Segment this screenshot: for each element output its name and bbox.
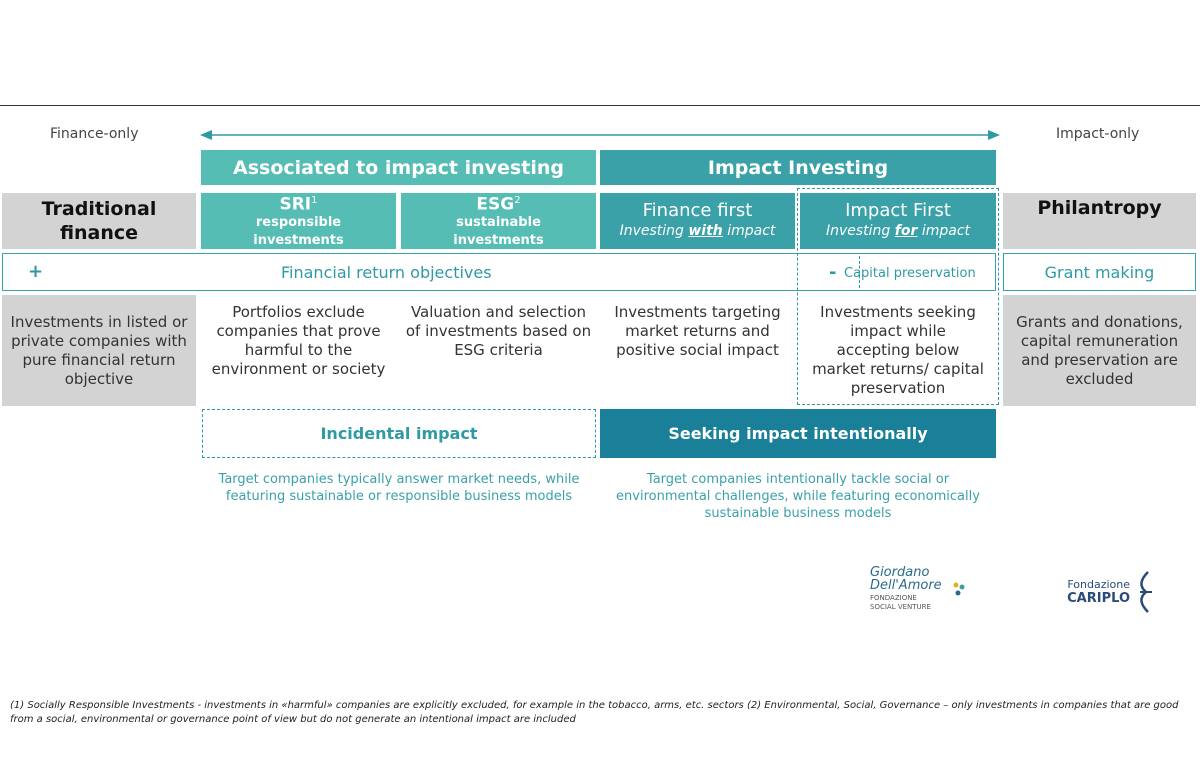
seeking-note: Target companies intentionally tackle social or environmental challenges, while featuring economically sustainable business models [616, 472, 980, 521]
traditional-description-cell [2, 295, 196, 406]
philanthropy-description-cell [1003, 295, 1196, 406]
spectrum-arrow [200, 126, 1000, 144]
plus-icon: + [28, 261, 44, 282]
grant-making-cell [1003, 253, 1196, 291]
capital-preservation-label: Capital preservation [844, 266, 976, 281]
giordano-dots-icon [952, 581, 966, 597]
finance-first-description: Investments targeting market returns and positive social impact [614, 303, 781, 359]
incidental-note: Target companies typically answer market needs, while featuring sustainable or responsible business models [218, 472, 580, 504]
sri-abbr: SRI [279, 194, 312, 215]
philanthropy-title: Philantropy [1037, 197, 1162, 219]
seeking-impact-label: Seeking impact intentionally [668, 424, 928, 443]
incidental-impact-box [202, 409, 596, 458]
esg-abbr: ESG [476, 194, 515, 215]
associated-header: Associated to impact investing [201, 150, 596, 185]
fondazione-cariplo-logo: Fondazione CARIPLO [1067, 578, 1130, 606]
esg-description: Valuation and selection of investments based on ESG criteria [405, 303, 592, 359]
giordano-dellamore-logo: Giordano Dell'Amore FONDAZIONE SOCIAL VENTURE [870, 567, 980, 612]
sri-label: responsible investments [253, 214, 344, 248]
sri-cell [201, 193, 396, 249]
traditional-description: Investments in listed or private companies with pure financial return objective [10, 312, 188, 388]
impact-only-label: Impact-only [1056, 126, 1140, 142]
traditional-finance-cell [2, 193, 196, 249]
philanthropy-description: Grants and donations, capital remuneration and preservation are excluded [1016, 312, 1183, 388]
esg-label: sustainable investments [453, 214, 544, 248]
impact-investing-header: Impact Investing [600, 150, 996, 185]
impact-first-subtitle: Investing for impact [825, 223, 971, 239]
impact-first-highlight [797, 188, 999, 405]
capital-preservation-divider [859, 256, 860, 288]
incidental-impact-label: Incidental impact [320, 424, 478, 443]
esg-cell [401, 193, 596, 249]
finance-first-cell [600, 193, 795, 249]
cariplo-emblem-icon [1132, 570, 1154, 614]
impact-first-title: Impact First [845, 200, 951, 221]
philanthropy-cell [1003, 193, 1196, 249]
minus-icon: - [829, 262, 837, 283]
sri-description: Portfolios exclude companies that prove harmful to the environment or society [211, 303, 386, 378]
esg-footnote-ref: 2 [514, 195, 521, 207]
sri-footnote-ref: 1 [311, 195, 318, 207]
seeking-impact-box [600, 409, 996, 458]
footnote: (1) Socially Responsible Investments - investments in «harmful» companies are explicitly excluded, for example in the tobacco, arms, etc. sectors (2) Environmental, Social, Governance – only investments in companies that are good from a social, environmental or governance point of view but do not generate an intentional impact are included [10, 700, 1179, 725]
finance-only-label: Finance-only [50, 126, 139, 142]
finance-first-title: Finance first [642, 200, 753, 221]
finance-first-subtitle: Investing with impact [619, 223, 776, 239]
financial-return-label: Financial return objectives [281, 263, 492, 282]
top-divider [0, 105, 1200, 106]
impact-first-description: Investments seeking impact while accepting below market returns/ capital preservation [812, 303, 984, 397]
traditional-finance-title: Traditional finance [41, 198, 157, 244]
grant-making-label: Grant making [1044, 262, 1155, 282]
